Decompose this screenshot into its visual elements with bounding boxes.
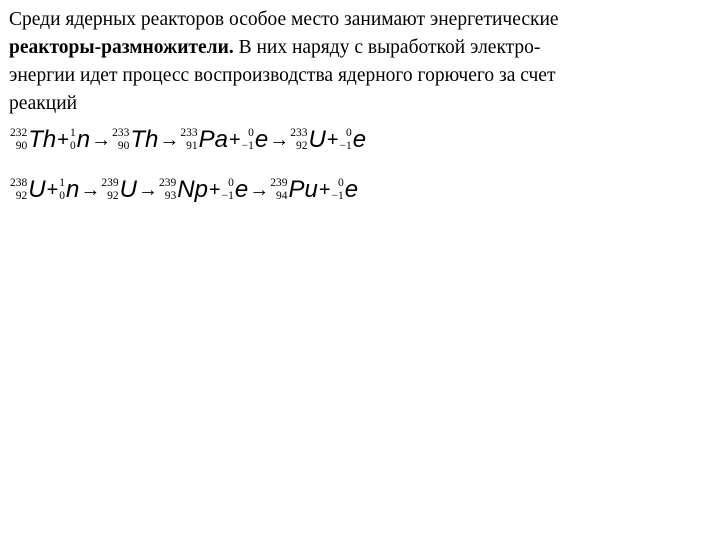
nuclide-uranium-233 [290,126,326,154]
text-line-3: энергии идет процесс воспроизводства ядерного горючего за счет [9,65,556,86]
plus-sign: + [326,128,339,151]
nuclide-neutron [59,176,79,204]
charge-number: −1 [331,190,344,202]
reaction-arrow: → [269,128,290,151]
nuclide-protactinium-233 [180,126,228,154]
reaction-arrow: → [137,178,158,201]
mass-number: 1 [69,127,76,139]
charge-number: 94 [275,190,288,202]
nuclide-uranium-238 [10,176,46,204]
element-symbol: e [352,126,367,153]
nuclide-plutonium-239 [270,176,318,204]
charge-number: 91 [186,140,198,152]
plus-sign: + [208,178,221,201]
mass-number: 1 [59,177,66,189]
nuclide-neptunium-239 [159,176,208,204]
bold-term: реакторы-размножители. [9,37,234,58]
mass-number: 239 [270,177,288,189]
reaction-arrow: → [91,128,112,151]
element-symbol: Np [177,176,208,203]
plus-sign: + [318,178,331,201]
plus-sign: + [46,178,59,201]
charge-number: −1 [221,190,234,202]
element-symbol: e [344,176,359,203]
charge-number: 90 [15,140,28,152]
element-symbol: Th [130,126,159,153]
nuclide-thorium-233 [112,126,158,154]
nuclide-uranium-239 [101,176,137,204]
charge-number: 92 [295,140,308,152]
charge-number: −1 [241,140,254,152]
mass-number: 0 [228,177,234,189]
mass-number: 232 [10,127,28,139]
charge-number: 93 [164,190,177,202]
text-line-2: В них наряду с выработкой электро- [233,37,541,58]
text-line-4: реакций [9,93,78,114]
element-symbol: Th [28,126,57,153]
nuclide-electron [242,126,269,154]
nuclide-electron [222,176,249,204]
plus-sign: + [228,128,241,151]
text-line-1: Среди ядерных реакторов особое место занимают энергетические [9,9,559,30]
element-symbol: n [76,126,91,153]
thorium-reaction-equation [10,126,366,154]
element-symbol: U [28,176,46,203]
nuclide-electron [340,126,367,154]
element-symbol: e [254,126,269,153]
reaction-arrow: → [159,128,180,151]
element-symbol: Pu [288,176,318,203]
mass-number: 0 [346,127,352,139]
element-symbol: Pa [198,126,228,153]
mass-number: 233 [290,127,308,139]
mass-number: 239 [101,177,119,189]
element-symbol: U [119,176,137,203]
reaction-arrow: → [249,178,270,201]
mass-number: 0 [338,177,344,189]
mass-number: 233 [180,127,198,139]
charge-number: −1 [339,140,352,152]
plus-sign: + [57,128,69,151]
uranium-reaction-equation [10,176,358,204]
element-symbol: e [234,176,249,203]
nuclide-neutron [70,126,90,154]
charge-number: 90 [117,140,130,152]
charge-number: 92 [107,190,119,202]
element-symbol: U [308,126,326,153]
charge-number: 0 [69,140,76,152]
element-symbol: n [66,176,80,203]
charge-number: 0 [59,190,66,202]
mass-number: 233 [112,127,130,139]
mass-number: 0 [248,127,254,139]
mass-number: 239 [158,177,177,189]
mass-number: 238 [10,177,28,189]
charge-number: 92 [15,190,28,202]
nuclide-electron [332,176,359,204]
nuclide-thorium-232 [10,126,56,154]
reaction-arrow: → [80,178,101,201]
intro-paragraph [9,6,709,118]
